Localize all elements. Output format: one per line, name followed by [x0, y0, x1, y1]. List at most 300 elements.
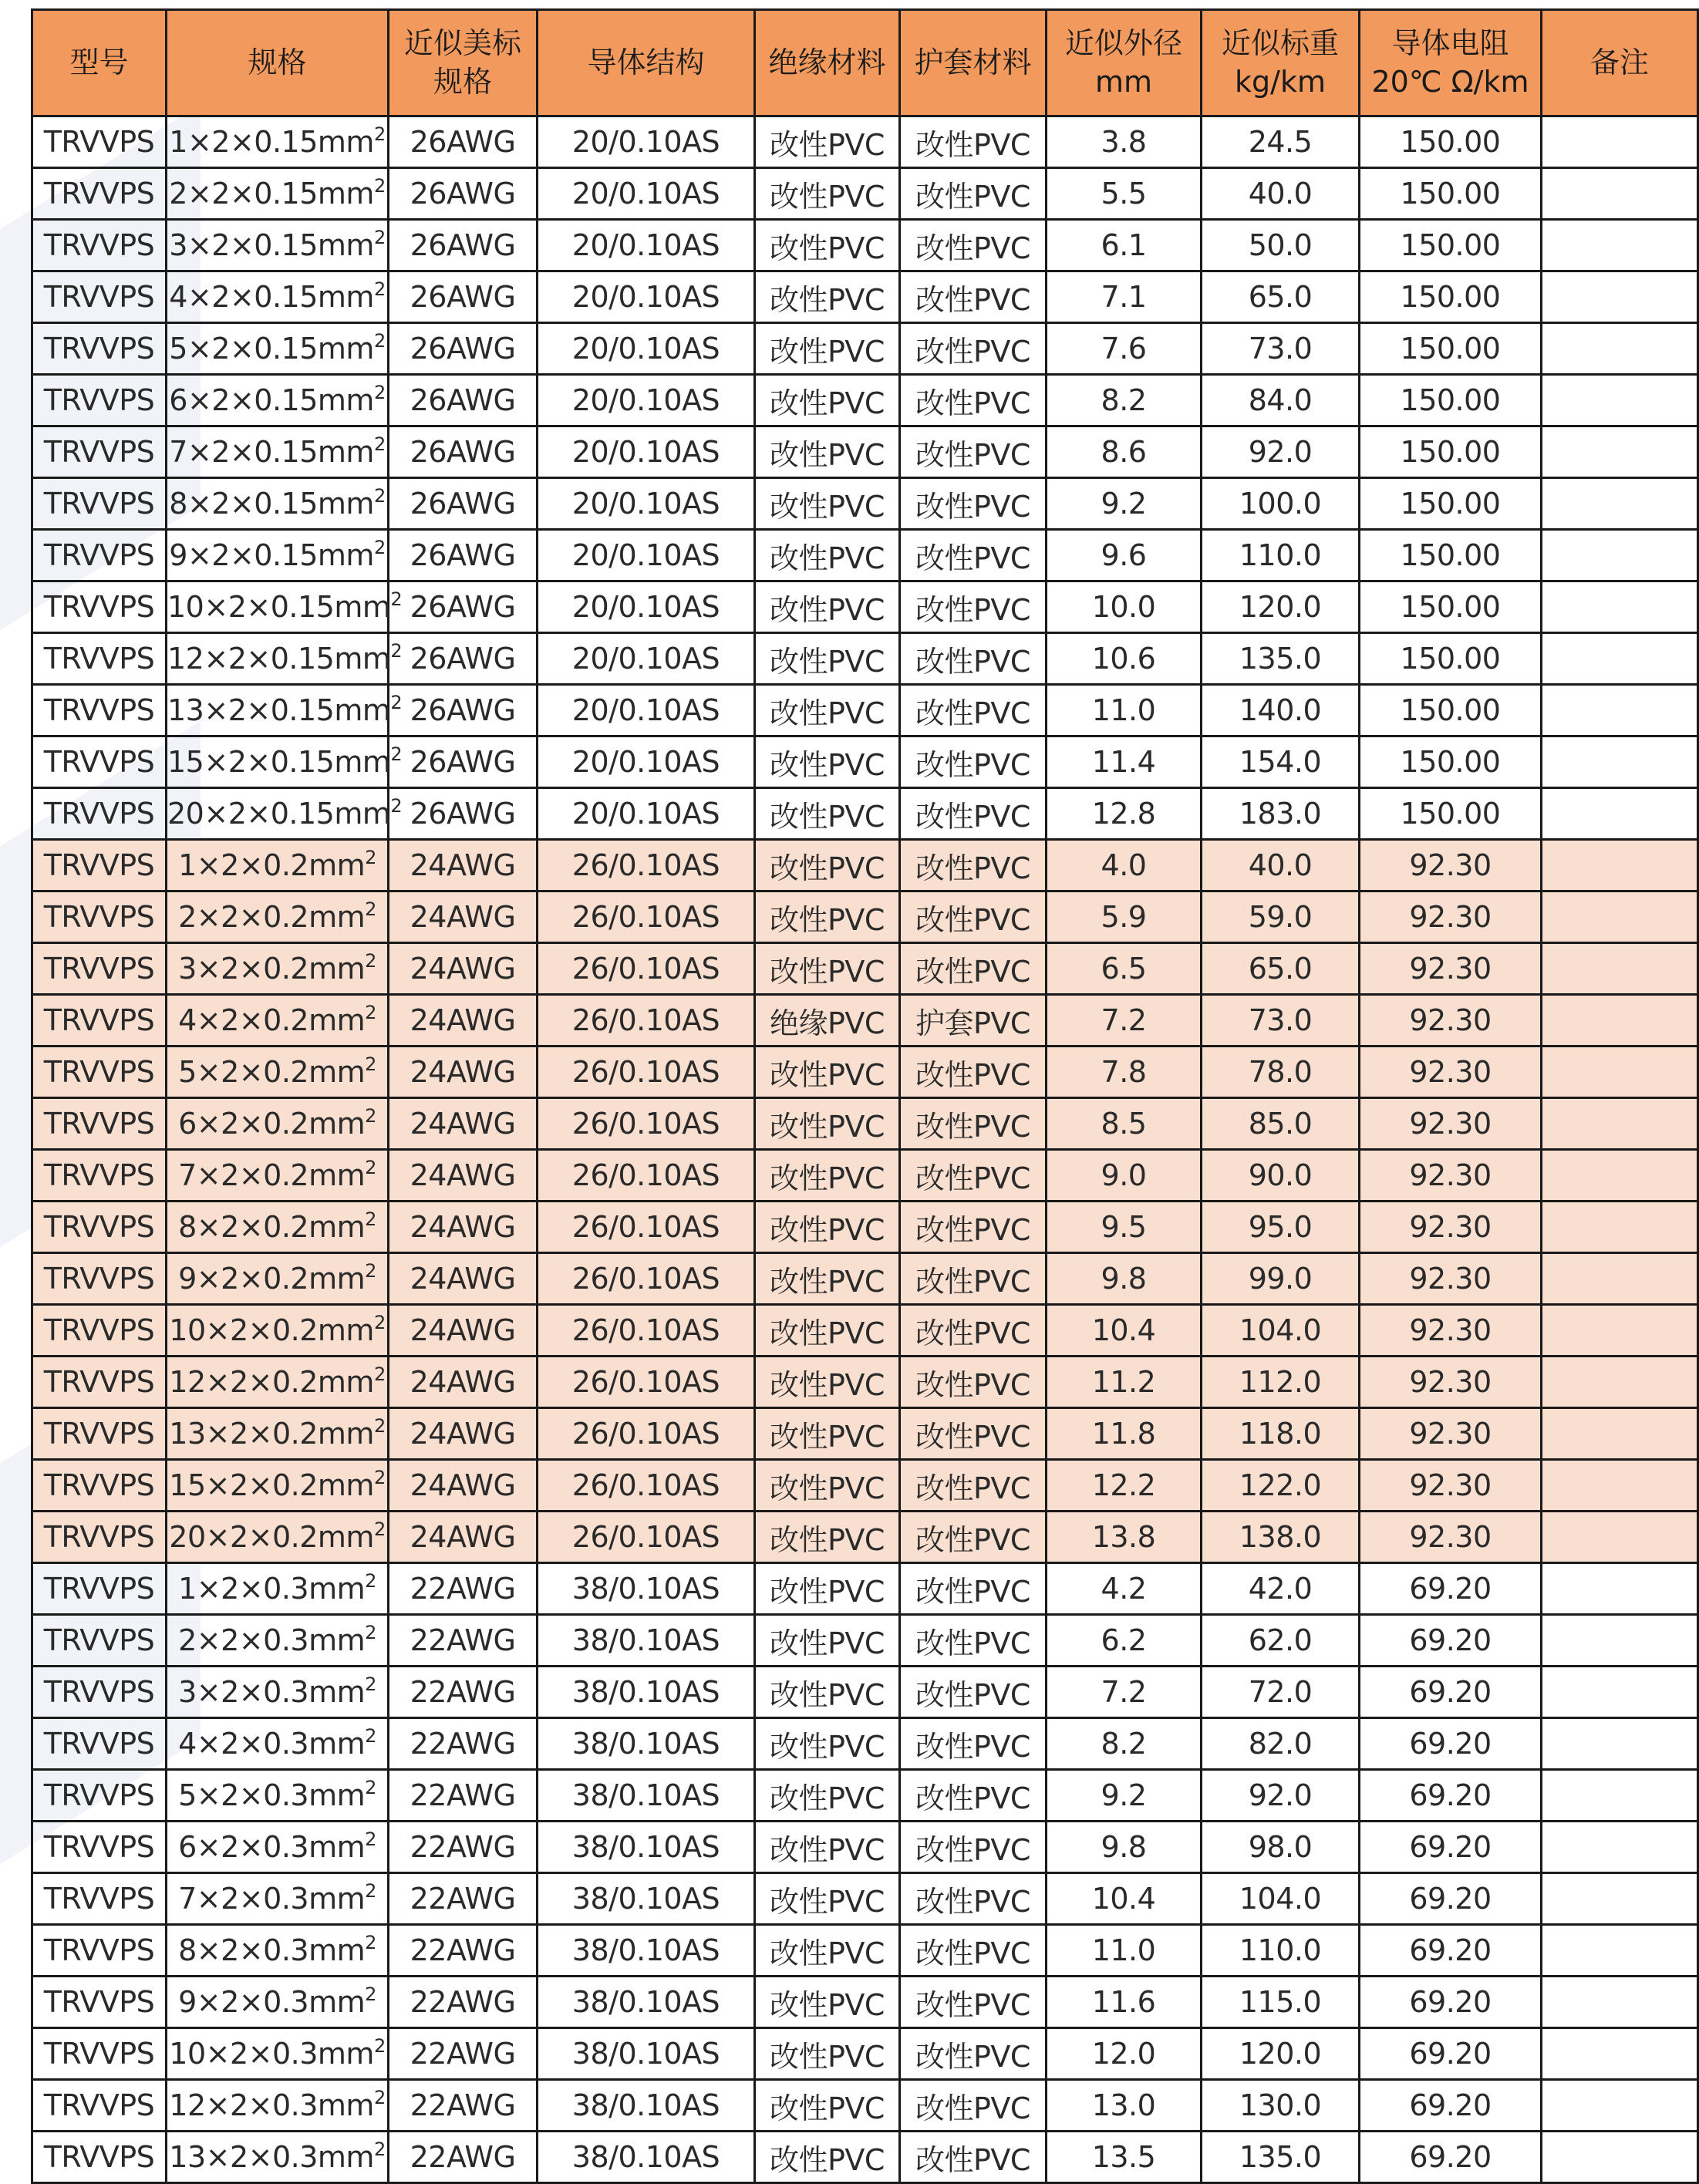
cell-insulation: 改性PVC: [755, 891, 900, 943]
cell-model: TRVVPS: [32, 581, 167, 633]
cell-model: TRVVPS: [32, 1357, 167, 1408]
cell-weight: 138.0: [1202, 1512, 1360, 1563]
cell-sheath: 改性PVC: [900, 271, 1047, 323]
cell-insulation: 改性PVC: [755, 1873, 900, 1925]
spec-text: 1×2×0.2mm: [178, 848, 366, 882]
cell-conductor: 26/0.10AS: [538, 1305, 755, 1357]
area-superscript: 2: [365, 1053, 376, 1075]
area-superscript: 2: [365, 1622, 376, 1643]
cell-remark: [1542, 1408, 1698, 1460]
cell-conductor: 38/0.10AS: [538, 1977, 755, 2028]
cell-insulation: 改性PVC: [755, 2132, 900, 2183]
cell-insulation: 改性PVC: [755, 375, 900, 426]
cell-spec: [167, 891, 389, 943]
cell-model: TRVVPS: [32, 1718, 167, 1770]
cell-resistance: 92.30: [1360, 891, 1542, 943]
cell-spec: [167, 1150, 389, 1202]
cell-model: TRVVPS: [32, 1150, 167, 1202]
cell-awg: 26AWG: [389, 426, 538, 478]
spec-text: 12×2×0.3mm: [169, 2088, 374, 2122]
cell-awg: 26AWG: [389, 271, 538, 323]
cell-outer-diameter: 13.5: [1047, 2132, 1202, 2183]
cell-remark: [1542, 1718, 1698, 1770]
cell-outer-diameter: 13.0: [1047, 2080, 1202, 2132]
cell-outer-diameter: 11.2: [1047, 1357, 1202, 1408]
cell-model: TRVVPS: [32, 1098, 167, 1150]
cell-insulation: 改性PVC: [755, 220, 900, 271]
cell-resistance: 150.00: [1360, 426, 1542, 478]
cell-resistance: 69.20: [1360, 1925, 1542, 1977]
table-row: [32, 1512, 1698, 1563]
cell-spec: [167, 1253, 389, 1305]
table-row: [32, 788, 1698, 840]
cell-weight: 99.0: [1202, 1253, 1360, 1305]
cell-resistance: 69.20: [1360, 1563, 1542, 1615]
cell-awg: 24AWG: [389, 891, 538, 943]
area-superscript: 2: [365, 1673, 376, 1695]
cell-remark: [1542, 1046, 1698, 1098]
table-row: [32, 1873, 1698, 1925]
cell-conductor: 20/0.10AS: [538, 116, 755, 168]
cell-sheath: 改性PVC: [900, 116, 1047, 168]
cell-sheath: 改性PVC: [900, 736, 1047, 788]
cell-insulation: 改性PVC: [755, 1925, 900, 1977]
area-superscript: 2: [390, 640, 403, 662]
cell-conductor: 26/0.10AS: [538, 995, 755, 1046]
cell-remark: [1542, 1615, 1698, 1667]
cell-awg: 24AWG: [389, 1253, 538, 1305]
cell-spec: [167, 168, 389, 220]
cell-sheath: 改性PVC: [900, 1615, 1047, 1667]
table-row: [32, 271, 1698, 323]
cell-awg: 22AWG: [389, 1563, 538, 1615]
cell-model: TRVVPS: [32, 220, 167, 271]
cell-spec: [167, 426, 389, 478]
table-row: [32, 323, 1698, 375]
cell-conductor: 38/0.10AS: [538, 1873, 755, 1925]
cell-model: TRVVPS: [32, 375, 167, 426]
cell-weight: 120.0: [1202, 581, 1360, 633]
cell-outer-diameter: 9.2: [1047, 1770, 1202, 1822]
cell-spec: [167, 1822, 389, 1873]
cell-remark: [1542, 2028, 1698, 2080]
cell-sheath: 改性PVC: [900, 1253, 1047, 1305]
cell-resistance: 150.00: [1360, 375, 1542, 426]
cell-spec: [167, 2132, 389, 2183]
cell-sheath: 改性PVC: [900, 1305, 1047, 1357]
table-row: [32, 1046, 1698, 1098]
cell-model: TRVVPS: [32, 840, 167, 891]
cell-remark: [1542, 1460, 1698, 1512]
cell-weight: 50.0: [1202, 220, 1360, 271]
cell-insulation: 改性PVC: [755, 1098, 900, 1150]
cell-weight: 59.0: [1202, 891, 1360, 943]
cell-resistance: 69.20: [1360, 1615, 1542, 1667]
table-row: [32, 840, 1698, 891]
area-superscript: 2: [373, 433, 386, 455]
spec-text: 12×2×0.15mm: [167, 642, 391, 676]
cell-resistance: 150.00: [1360, 323, 1542, 375]
cell-insulation: 改性PVC: [755, 168, 900, 220]
cell-remark: [1542, 2132, 1698, 2183]
header-model: 型号: [32, 10, 167, 116]
cell-spec: [167, 530, 389, 581]
cell-spec: [167, 1925, 389, 1977]
spec-text: 3×2×0.2mm: [178, 952, 366, 986]
cell-conductor: 38/0.10AS: [538, 1925, 755, 1977]
area-superscript: 2: [365, 1932, 376, 1953]
cell-model: TRVVPS: [32, 633, 167, 685]
cell-outer-diameter: 12.2: [1047, 1460, 1202, 1512]
table-row: [32, 1615, 1698, 1667]
cell-spec: [167, 840, 389, 891]
cell-insulation: 改性PVC: [755, 1305, 900, 1357]
cell-awg: 24AWG: [389, 1202, 538, 1253]
spec-text: 1×2×0.3mm: [178, 1572, 366, 1606]
cell-weight: 110.0: [1202, 1925, 1360, 1977]
spec-text: 6×2×0.3mm: [178, 1830, 366, 1864]
cell-outer-diameter: 3.8: [1047, 116, 1202, 168]
cell-conductor: 20/0.10AS: [538, 530, 755, 581]
cell-awg: 26AWG: [389, 581, 538, 633]
cell-insulation: 改性PVC: [755, 1563, 900, 1615]
cell-model: TRVVPS: [32, 1202, 167, 1253]
cell-awg: 22AWG: [389, 1667, 538, 1718]
cell-model: TRVVPS: [32, 1822, 167, 1873]
cell-model: TRVVPS: [32, 788, 167, 840]
cell-insulation: 改性PVC: [755, 478, 900, 530]
cell-insulation: 改性PVC: [755, 426, 900, 478]
spec-text: 9×2×0.3mm: [178, 1985, 366, 2019]
cell-outer-diameter: 6.1: [1047, 220, 1202, 271]
cell-outer-diameter: 8.5: [1047, 1098, 1202, 1150]
cell-model: TRVVPS: [32, 1873, 167, 1925]
cell-resistance: 69.20: [1360, 1822, 1542, 1873]
cell-awg: 26AWG: [389, 478, 538, 530]
spec-text: 7×2×0.15mm: [169, 435, 374, 469]
cell-resistance: 69.20: [1360, 2132, 1542, 2183]
cell-weight: 95.0: [1202, 1202, 1360, 1253]
cell-spec: [167, 943, 389, 995]
cell-weight: 104.0: [1202, 1873, 1360, 1925]
cell-weight: 110.0: [1202, 530, 1360, 581]
cell-conductor: 20/0.10AS: [538, 685, 755, 736]
cell-spec: [167, 581, 403, 633]
cell-outer-diameter: 12.0: [1047, 2028, 1202, 2080]
spec-text: 4×2×0.3mm: [178, 1727, 366, 1761]
table-row: [32, 685, 1698, 736]
cell-model: TRVVPS: [32, 685, 167, 736]
table-row: [32, 736, 1698, 788]
cell-weight: 154.0: [1202, 736, 1360, 788]
table-row: [32, 168, 1698, 220]
cell-resistance: 92.30: [1360, 1150, 1542, 1202]
cell-weight: 92.0: [1202, 1770, 1360, 1822]
cell-sheath: 改性PVC: [900, 1873, 1047, 1925]
cell-weight: 120.0: [1202, 2028, 1360, 2080]
cell-model: TRVVPS: [32, 2132, 167, 2183]
cell-awg: 22AWG: [389, 1925, 538, 1977]
cell-model: TRVVPS: [32, 2028, 167, 2080]
area-superscript: 2: [390, 795, 403, 817]
cell-conductor: 38/0.10AS: [538, 1718, 755, 1770]
cell-weight: 90.0: [1202, 1150, 1360, 1202]
cell-sheath: 改性PVC: [900, 323, 1047, 375]
cell-resistance: 69.20: [1360, 1770, 1542, 1822]
cell-weight: 118.0: [1202, 1408, 1360, 1460]
cell-resistance: 92.30: [1360, 1253, 1542, 1305]
cell-resistance: 92.30: [1360, 1512, 1542, 1563]
cell-outer-diameter: 12.8: [1047, 788, 1202, 840]
cell-spec: [167, 116, 389, 168]
cell-insulation: 改性PVC: [755, 840, 900, 891]
area-superscript: 2: [365, 1208, 376, 1230]
area-superscript: 2: [390, 588, 403, 610]
spec-text: 12×2×0.2mm: [169, 1365, 374, 1399]
area-superscript: 2: [365, 1570, 376, 1592]
table-row: [32, 1770, 1698, 1822]
cell-sheath: 改性PVC: [900, 1460, 1047, 1512]
cell-outer-diameter: 7.2: [1047, 1667, 1202, 1718]
cell-sheath: 改性PVC: [900, 1563, 1047, 1615]
cell-model: TRVVPS: [32, 1253, 167, 1305]
cell-sheath: 改性PVC: [900, 1150, 1047, 1202]
cell-spec: [167, 220, 389, 271]
cell-insulation: 改性PVC: [755, 1718, 900, 1770]
cell-spec: [167, 2028, 389, 2080]
cell-insulation: 改性PVC: [755, 116, 900, 168]
area-superscript: 2: [373, 382, 386, 403]
cell-remark: [1542, 736, 1698, 788]
cell-weight: 104.0: [1202, 1305, 1360, 1357]
table-row: [32, 633, 1698, 685]
cell-remark: [1542, 1925, 1698, 1977]
cell-conductor: 38/0.10AS: [538, 1667, 755, 1718]
cell-sheath: 改性PVC: [900, 530, 1047, 581]
cell-remark: [1542, 1357, 1698, 1408]
table-row: [32, 1253, 1698, 1305]
cell-spec: [167, 478, 389, 530]
cell-resistance: 92.30: [1360, 1098, 1542, 1150]
cell-spec: [167, 1615, 389, 1667]
area-superscript: 2: [365, 1105, 376, 1127]
spec-text: 2×2×0.2mm: [178, 900, 366, 934]
cell-resistance: 92.30: [1360, 995, 1542, 1046]
cell-awg: 24AWG: [389, 1512, 538, 1563]
cell-sheath: 改性PVC: [900, 1667, 1047, 1718]
spec-text: 20×2×0.2mm: [169, 1520, 374, 1554]
spec-text: 13×2×0.3mm: [169, 2140, 374, 2174]
cell-resistance: 92.30: [1360, 1046, 1542, 1098]
spec-text: 2×2×0.3mm: [178, 1623, 366, 1657]
cell-model: TRVVPS: [32, 1046, 167, 1098]
cell-sheath: 改性PVC: [900, 1046, 1047, 1098]
cell-spec: [167, 1098, 389, 1150]
cell-outer-diameter: 11.4: [1047, 736, 1202, 788]
cell-outer-diameter: 6.5: [1047, 943, 1202, 995]
spec-text: 15×2×0.2mm: [169, 1468, 374, 1502]
cell-resistance: 92.30: [1360, 1202, 1542, 1253]
spec-text: 6×2×0.2mm: [178, 1107, 366, 1141]
spec-text: 5×2×0.15mm: [169, 332, 374, 366]
cell-outer-diameter: 10.4: [1047, 1305, 1202, 1357]
cell-model: TRVVPS: [32, 323, 167, 375]
area-superscript: 2: [373, 1467, 386, 1488]
cell-insulation: 绝缘PVC: [755, 995, 900, 1046]
cell-outer-diameter: 9.8: [1047, 1822, 1202, 1873]
cell-awg: 26AWG: [389, 116, 538, 168]
cell-outer-diameter: 9.2: [1047, 478, 1202, 530]
table-header-row: [32, 10, 1698, 116]
area-superscript: 2: [365, 1725, 376, 1747]
cell-spec: [167, 1305, 389, 1357]
spec-text: 13×2×0.2mm: [169, 1417, 374, 1451]
cell-outer-diameter: 8.2: [1047, 375, 1202, 426]
cell-awg: 24AWG: [389, 1408, 538, 1460]
cell-outer-diameter: 10.0: [1047, 581, 1202, 633]
cell-resistance: 150.00: [1360, 271, 1542, 323]
cell-spec: [167, 633, 403, 685]
cell-spec: [167, 685, 403, 736]
spec-text: 9×2×0.15mm: [169, 538, 374, 572]
cell-spec: [167, 995, 389, 1046]
cell-spec: [167, 736, 403, 788]
cell-conductor: 38/0.10AS: [538, 2132, 755, 2183]
spec-text: 20×2×0.15mm: [167, 797, 391, 831]
cell-resistance: 69.20: [1360, 1873, 1542, 1925]
spec-text: 8×2×0.3mm: [178, 1933, 366, 1967]
cell-awg: 22AWG: [389, 1873, 538, 1925]
cell-conductor: 38/0.10AS: [538, 1822, 755, 1873]
cell-sheath: 改性PVC: [900, 1770, 1047, 1822]
cell-resistance: 150.00: [1360, 168, 1542, 220]
cell-model: TRVVPS: [32, 168, 167, 220]
cell-weight: 122.0: [1202, 1460, 1360, 1512]
cell-conductor: 26/0.10AS: [538, 840, 755, 891]
cell-sheath: 改性PVC: [900, 168, 1047, 220]
table-row: [32, 2080, 1698, 2132]
cell-spec: [167, 1357, 389, 1408]
cell-resistance: 150.00: [1360, 685, 1542, 736]
cell-resistance: 150.00: [1360, 736, 1542, 788]
area-superscript: 2: [365, 1260, 376, 1282]
cell-spec: [167, 1977, 389, 2028]
cell-conductor: 38/0.10AS: [538, 1615, 755, 1667]
cell-insulation: 改性PVC: [755, 2080, 900, 2132]
header-sheath: 护套材料: [900, 10, 1047, 116]
cell-insulation: 改性PVC: [755, 1150, 900, 1202]
cell-resistance: 150.00: [1360, 220, 1542, 271]
cell-resistance: 69.20: [1360, 2028, 1542, 2080]
cell-conductor: 20/0.10AS: [538, 581, 755, 633]
table-row: [32, 426, 1698, 478]
cell-weight: 24.5: [1202, 116, 1360, 168]
cell-sheath: 改性PVC: [900, 840, 1047, 891]
cell-model: TRVVPS: [32, 1512, 167, 1563]
cell-resistance: 92.30: [1360, 1460, 1542, 1512]
area-superscript: 2: [373, 1518, 386, 1540]
cell-model: TRVVPS: [32, 1305, 167, 1357]
cell-remark: [1542, 1563, 1698, 1615]
cell-outer-diameter: 4.0: [1047, 840, 1202, 891]
table-row: [32, 1408, 1698, 1460]
cell-model: TRVVPS: [32, 1460, 167, 1512]
area-superscript: 2: [365, 1157, 376, 1178]
cell-sheath: 改性PVC: [900, 685, 1047, 736]
cell-outer-diameter: 4.2: [1047, 1563, 1202, 1615]
cell-weight: 65.0: [1202, 943, 1360, 995]
cell-model: TRVVPS: [32, 736, 167, 788]
cell-remark: [1542, 530, 1698, 581]
cell-remark: [1542, 1202, 1698, 1253]
cell-awg: 24AWG: [389, 1046, 538, 1098]
cell-sheath: 改性PVC: [900, 1202, 1047, 1253]
cell-spec: [167, 1718, 389, 1770]
cell-remark: [1542, 685, 1698, 736]
cell-remark: [1542, 323, 1698, 375]
spec-text: 8×2×0.2mm: [178, 1210, 366, 1244]
cell-conductor: 26/0.10AS: [538, 1098, 755, 1150]
cell-conductor: 26/0.10AS: [538, 1202, 755, 1253]
cell-conductor: 20/0.10AS: [538, 478, 755, 530]
cell-spec: [167, 1563, 389, 1615]
cell-weight: 135.0: [1202, 633, 1360, 685]
cell-awg: 24AWG: [389, 1460, 538, 1512]
cell-insulation: 改性PVC: [755, 633, 900, 685]
cell-outer-diameter: 9.6: [1047, 530, 1202, 581]
cell-model: TRVVPS: [32, 116, 167, 168]
cell-sheath: 改性PVC: [900, 633, 1047, 685]
cell-sheath: 改性PVC: [900, 478, 1047, 530]
spec-text: 10×2×0.2mm: [169, 1313, 374, 1347]
cell-weight: 73.0: [1202, 323, 1360, 375]
cell-outer-diameter: 11.0: [1047, 1925, 1202, 1977]
cell-weight: 135.0: [1202, 2132, 1360, 2183]
cell-conductor: 26/0.10AS: [538, 891, 755, 943]
spec-text: 1×2×0.15mm: [169, 125, 374, 159]
table-row: [32, 530, 1698, 581]
cell-spec: [167, 1512, 389, 1563]
area-superscript: 2: [373, 175, 386, 197]
table-row: [32, 1563, 1698, 1615]
cable-spec-table: [31, 8, 1699, 2184]
cell-awg: 22AWG: [389, 1977, 538, 2028]
cell-model: TRVVPS: [32, 891, 167, 943]
cell-insulation: 改性PVC: [755, 1202, 900, 1253]
cell-conductor: 26/0.10AS: [538, 1150, 755, 1202]
cell-remark: [1542, 1150, 1698, 1202]
area-superscript: 2: [373, 278, 386, 300]
cell-awg: 26AWG: [389, 685, 538, 736]
cell-remark: [1542, 788, 1698, 840]
cell-awg: 24AWG: [389, 1150, 538, 1202]
table-row: [32, 1925, 1698, 1977]
cell-sheath: 改性PVC: [900, 1718, 1047, 1770]
cell-remark: [1542, 840, 1698, 891]
cell-sheath: 改性PVC: [900, 581, 1047, 633]
table-row: [32, 943, 1698, 995]
area-superscript: 2: [373, 2035, 386, 2057]
cell-outer-diameter: 10.4: [1047, 1873, 1202, 1925]
cell-spec: [167, 1460, 389, 1512]
cell-remark: [1542, 633, 1698, 685]
cell-insulation: 改性PVC: [755, 1357, 900, 1408]
area-superscript: 2: [373, 1415, 386, 1437]
cell-remark: [1542, 891, 1698, 943]
cell-awg: 24AWG: [389, 840, 538, 891]
spec-text: 6×2×0.15mm: [169, 383, 374, 417]
cell-remark: [1542, 2080, 1698, 2132]
